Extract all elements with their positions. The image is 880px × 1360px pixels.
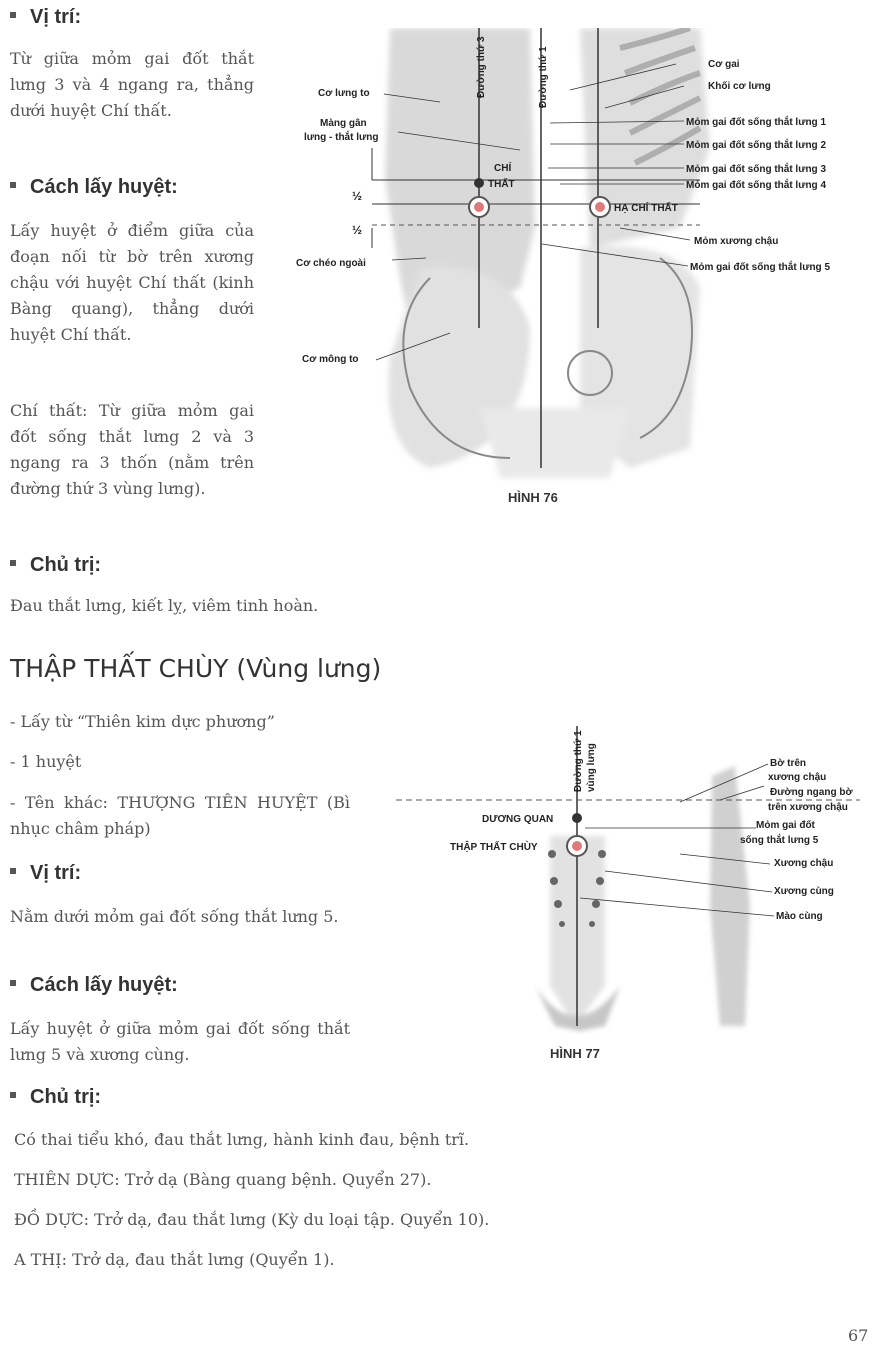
- label-mom-xuong-chau: Mỏm xương chậu: [694, 236, 779, 247]
- heading-chu-tri-1: Chủ trị:: [10, 554, 101, 577]
- label-xuong-cung: Xương cùng: [774, 886, 834, 897]
- label-chi: CHÍ: [494, 163, 512, 174]
- label-duong-1: Đường thứ 1: [573, 730, 584, 792]
- label-that: THẤT: [488, 179, 515, 190]
- label-duong-3: Đường thứ 3: [476, 36, 487, 98]
- acupoint-duong-quan: [572, 813, 582, 823]
- bullet-icon: [10, 560, 16, 566]
- label-ha-chi-that: HẠ CHÍ THẤT: [614, 203, 678, 214]
- label-khoi-co-lung: Khối cơ lưng: [708, 81, 771, 92]
- bullet-icon: [10, 868, 16, 874]
- caption-hinh-77: HÌNH 77: [550, 1046, 600, 1061]
- para-cach-lay-2: Lấy huyệt ở giữa mỏm gai đốt sống thắt lưng 5 và xương cùng.: [10, 1019, 350, 1064]
- text-ten-khac: - Tên khác: THƯỢNG TIÊN HUYỆT (Bì nhục châm pháp): [10, 793, 350, 838]
- bullet-icon: [10, 12, 16, 18]
- bullet-icon: [10, 1092, 16, 1098]
- figure-76-illustration: [280, 28, 880, 508]
- label-co-cheo-ngoai: Cơ chéo ngoài: [296, 258, 366, 269]
- heading-vi-tri-1: Vị trí:: [10, 6, 81, 29]
- label-xuong-chau: Xương chậu: [774, 858, 834, 869]
- label-mao-cung: Mào cùng: [776, 911, 823, 922]
- figure-77: [390, 706, 880, 1076]
- sacrum-shading: [535, 766, 750, 1031]
- label-mom-gai: Mỏm gai đốt: [756, 820, 815, 831]
- label-vung-lung: vùng lưng: [586, 743, 597, 792]
- label-duong-quan: DƯƠNG QUAN: [482, 814, 554, 825]
- section-title-thap-that-chuy: THẬP THẤT CHÙY (Vùng lưng): [10, 654, 382, 683]
- label-song-that-lung-5: sống thắt lưng 5: [740, 835, 819, 846]
- text-chu-tri-2: THIÊN DỰC: Trở dạ (Bàng quang bệnh. Quyển 27).: [14, 1170, 432, 1189]
- figure-77-illustration: [390, 706, 880, 1076]
- label-co-lung-to: Cơ lưng to: [318, 88, 370, 99]
- text-count: - 1 huyệt: [10, 752, 82, 771]
- heading-chu-tri-2: Chủ trị:: [10, 1086, 101, 1109]
- label-co-gai: Cơ gai: [708, 59, 740, 70]
- label-half-2: ½: [352, 223, 363, 237]
- label-duong-ngang: Đường ngang bờ: [770, 787, 853, 798]
- label-duong-1: Đường thứ 1: [538, 46, 549, 108]
- label-co-mong-to: Cơ mông to: [302, 354, 359, 365]
- label-half-1: ½: [352, 189, 363, 203]
- acupoint-dot: [572, 841, 582, 851]
- label-bo-tren: Bờ trên: [770, 758, 807, 769]
- bullet-icon: [10, 182, 16, 188]
- para-vi-tri-2: Nằm dưới mỏm gai đốt sống thắt lưng 5.: [10, 907, 339, 926]
- label-thap-that-chuy: THẬP THẤT CHÙY: [450, 842, 538, 853]
- heading-cach-lay-1: Cách lấy huyệt:: [10, 176, 178, 199]
- para-vi-tri-1: Từ giữa mỏm gai đốt thắt lưng 3 và 4 ngang ra, thẳng dưới huyệt Chí thất.: [10, 49, 254, 120]
- acupoint-dot: [474, 202, 484, 212]
- para-chi-that: Chí thất: Từ giữa mỏm gai đốt sống thắt lưng 2 và 3 ngang ra 3 thốn (nằm trên đường thứ 3 vùng lưng).: [10, 401, 254, 498]
- label-mom-gai-5: Mỏm gai đốt sống thắt lưng 5: [690, 262, 831, 273]
- caption-hinh-76: HÌNH 76: [508, 490, 558, 505]
- label-mang-gan-2: lưng - thắt lưng: [304, 132, 379, 143]
- heading-vi-tri-2: Vị trí:: [10, 862, 81, 885]
- figure-76: [280, 28, 880, 508]
- label-mom-gai-4: Mỏm gai đốt sống thắt lưng 4: [686, 180, 827, 191]
- para-cach-lay-1: Lấy huyệt ở điểm giữa của đoạn nối từ bờ trên xương chậu với huyệt Chí thất (kinh Bàng quang), thẳng dưới huyệt Chí thất.: [10, 221, 254, 344]
- page-number: 67: [848, 1326, 869, 1345]
- acupoint-dot: [595, 202, 605, 212]
- label-mom-gai-3: Mỏm gai đốt sống thắt lưng 3: [686, 164, 827, 175]
- label-mang-gan: Màng gân: [320, 118, 367, 129]
- text-chu-tri-1: Có thai tiểu khó, đau thắt lưng, hành kinh đau, bệnh trĩ.: [14, 1130, 470, 1149]
- bullet-icon: [10, 980, 16, 986]
- label-mom-gai-2: Mỏm gai đốt sống thắt lưng 2: [686, 140, 827, 151]
- heading-cach-lay-2: Cách lấy huyệt:: [10, 974, 178, 997]
- text-chu-tri-4: A THỊ: Trở dạ, đau thắt lưng (Quyển 1).: [14, 1250, 335, 1269]
- para-chu-tri-1: Đau thắt lưng, kiết lỵ, viêm tinh hoàn.: [10, 596, 319, 615]
- text-chu-tri-3: ĐỒ DỰC: Trở dạ, đau thắt lưng (Kỳ du loại tập. Quyển 10).: [14, 1210, 490, 1229]
- label-xuong-chau-top: xương chậu: [768, 772, 827, 783]
- label-mom-gai-1: Mỏm gai đốt sống thắt lưng 1: [686, 117, 827, 128]
- label-tren-xuong-chau: trên xương chậu: [768, 802, 848, 813]
- text-source: - Lấy từ “Thiên kim dực phương”: [10, 712, 275, 731]
- acupoint-chi-that: [474, 178, 484, 188]
